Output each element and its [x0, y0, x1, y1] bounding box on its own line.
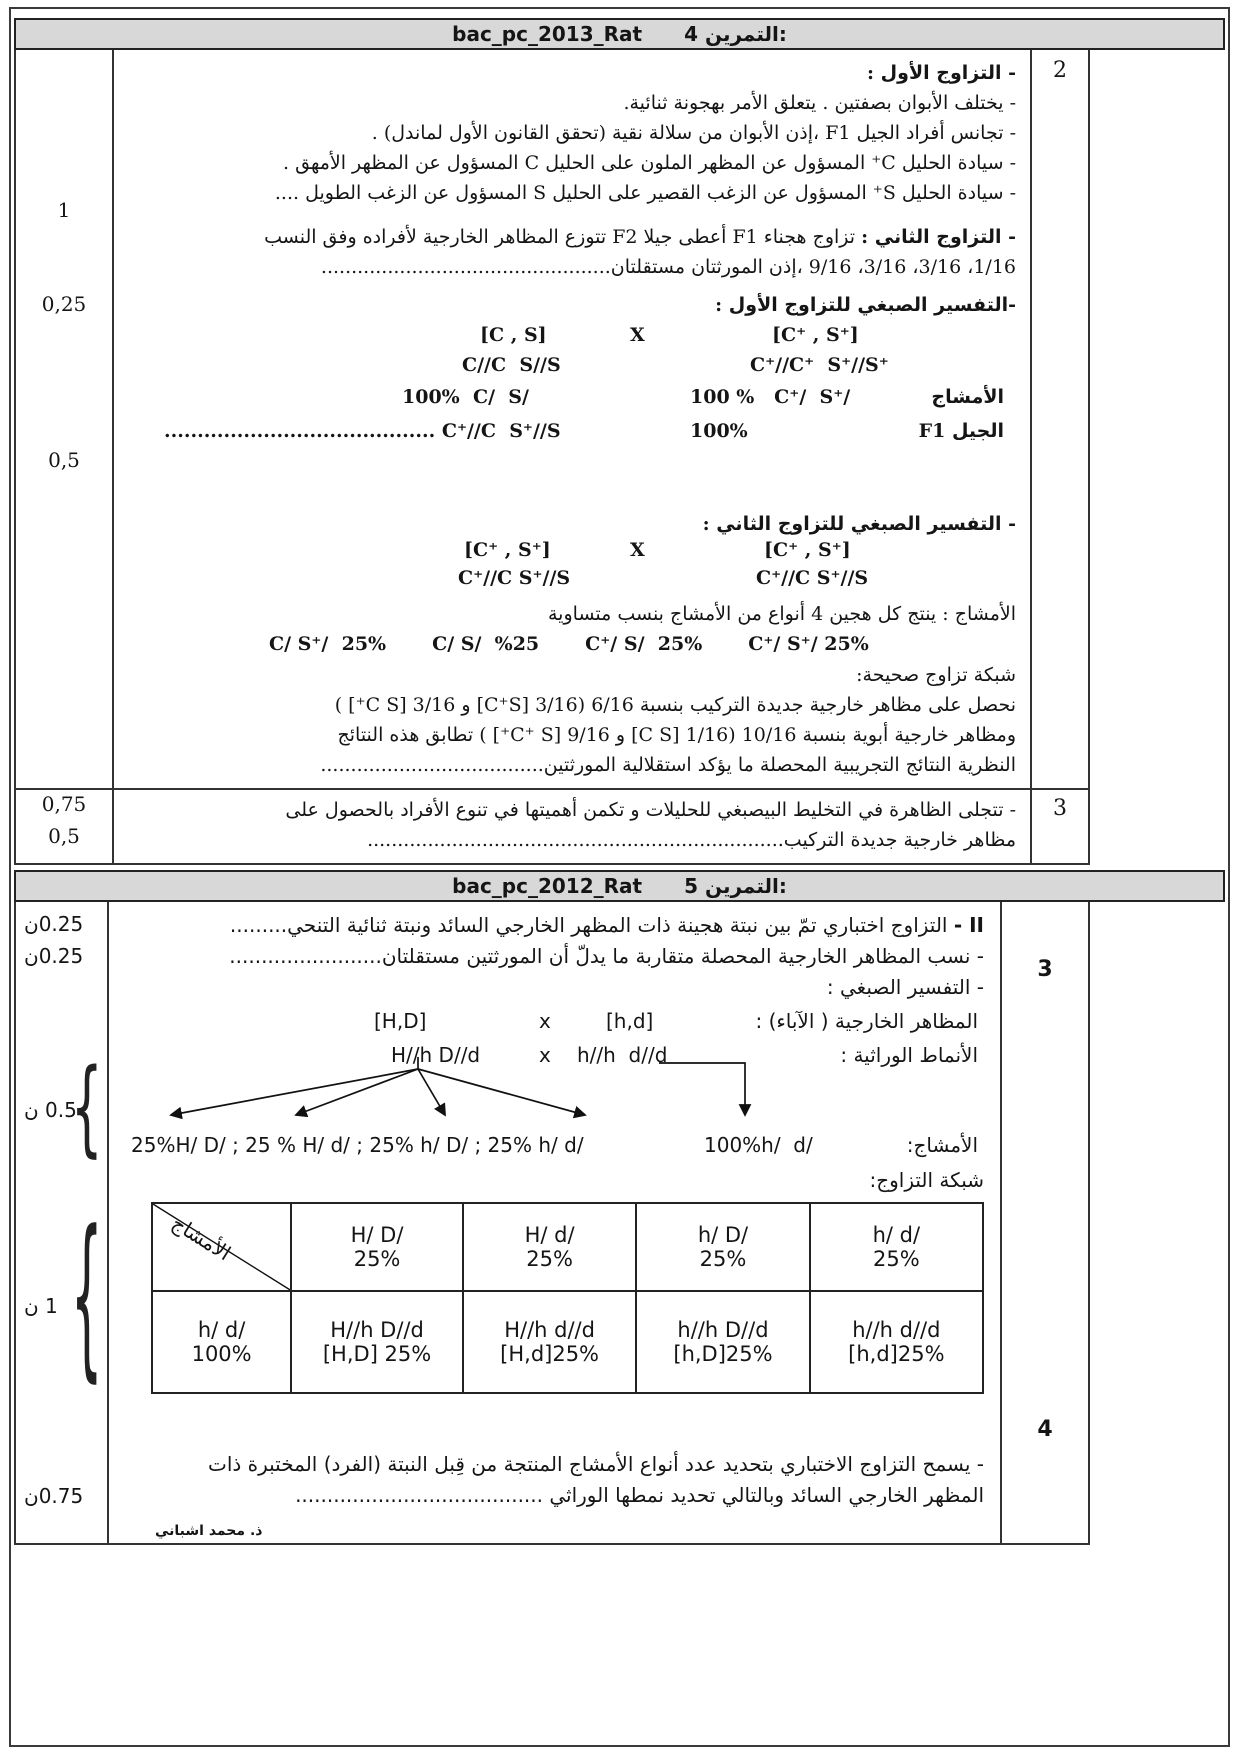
ex5-score-column [14, 902, 109, 1545]
parent-phenotype: [H,D] [374, 1009, 427, 1033]
gamete: H/ d/ [524, 1223, 575, 1247]
answer-line: - يختلف الأبوان بصفتين . يتعلق الأمر بهجونة ثنائية. [623, 92, 1016, 114]
gametes-values-row [124, 629, 1016, 660]
part-number: II - [953, 913, 984, 937]
score-value: 0,5 [48, 448, 80, 472]
result-line: نحصل على مظاهر خارجية جديدة التركيب بنسبة 6/16 (3/16 [C⁺S] و 3/16 [C S⁺] ) [334, 694, 1016, 716]
punnett-data-row [152, 1291, 983, 1393]
answer-line: 1/16، 3/16، 3/16، 9/16 ،إذن المورثتان مستقلتان................................................ [320, 256, 1016, 278]
offspring-genotype: h//h d//d [852, 1318, 941, 1342]
punnett-table-wrapper [119, 1196, 984, 1394]
parent-phenotype: [C⁺ , S⁺] [764, 539, 851, 561]
author-signature: ذ. محمد اشباني [155, 1523, 263, 1539]
score-value: 0.75ن [24, 1484, 84, 1508]
ex4-q2-content [114, 50, 1030, 788]
question-number: 3 [1037, 957, 1053, 982]
parent-phenotype: [h,d] [606, 1009, 654, 1033]
punnett-table [151, 1202, 984, 1394]
offspring-genotype: H//h D//d [330, 1318, 424, 1342]
punnett-cell [291, 1291, 463, 1393]
answer-line: - تجانس أفراد الجيل F1 ،إذن الأبوان من سلالة نقية (تحقق القانون الأول لماندل) . [371, 122, 1016, 144]
score-value: 0,5 [48, 824, 80, 848]
offspring-phenotype: [H,D] 25% [322, 1342, 432, 1366]
offspring-phenotype: [H,d]25% [500, 1342, 600, 1366]
gametes-value: 100 % C⁺/ S⁺/ [690, 386, 851, 408]
gametes-dominant-parent: 25%H/ D/ ; 25 % H/ d/ ; 25% h/ D/ ; 25% h/ d/ [131, 1133, 584, 1157]
offspring-phenotype: [h,D]25% [673, 1342, 773, 1366]
gamete-percent: 25% [526, 1247, 573, 1271]
gamete: H/ D/ [350, 1223, 404, 1247]
cross1-genetics-diagram [124, 324, 1016, 454]
punnett-header-row [152, 1203, 983, 1291]
question-number: 4 [1037, 1417, 1053, 1442]
answer-line: - سيادة الحليل S⁺ المسؤول عن الزغب القصير على الحليل S المسؤول عن الزغب الطويل .... [274, 182, 1016, 204]
second-cross-title: - التزاوج الثاني : [861, 226, 1016, 248]
gametes-row [119, 1131, 984, 1165]
result-line: النظرية النتائج التجريبية المحصلة ما يؤكد استقلالية المورثتين..................................... [320, 754, 1016, 776]
curly-brace-icon: { [70, 1197, 103, 1400]
parents-phenotypes-row [119, 1007, 984, 1041]
first-cross-title: - التزاوج الأول : [867, 62, 1016, 84]
score-value: 0.25ن [24, 944, 84, 968]
exercise4-title: التمرين 4: [684, 22, 787, 46]
score-value: 0,25 [41, 292, 87, 316]
exercise5-source-code: bac_pc_2012_Rat [452, 874, 643, 898]
f1-genotype-dotted: ......................................... C⁺//C S⁺//S [164, 420, 561, 442]
answer-line: - سيادة الحليل C⁺ المسؤول عن المظهر الملون على الحليل C المسؤول عن المظهر الأمهق . [283, 152, 1016, 174]
score-value: 0.25ن [24, 912, 84, 936]
punnett-col-header [636, 1203, 809, 1291]
parent-genotype: C⁺//C S⁺//S [756, 567, 869, 589]
score-value: 0,75 [41, 792, 87, 816]
question-number: 2 [1053, 58, 1067, 83]
answer-line: - تتجلى الظاهرة في التخليط البيصبغي للحليلات و تكمن أهميتها في تنوع الأفراد بالحصول على [285, 799, 1016, 821]
f1-generation-label: الجيل F1 [918, 420, 1004, 442]
question-number: 3 [1053, 796, 1067, 821]
ex5-content [109, 902, 1000, 1545]
gamete-value: C/ S/ %25 [432, 633, 540, 655]
punnett-row-header [152, 1291, 291, 1393]
parent-phenotype: [C⁺ , S⁺] [464, 539, 551, 561]
gametes-description-line: الأمشاج : ينتج كل هجين 4 أنواع من الأمشاج بنسب متساوية [548, 603, 1016, 625]
grid-correct-line: شبكة تزاوج صحيحة: [856, 664, 1016, 686]
gamete-value: C⁺/ S⁺/ 25% [748, 633, 869, 655]
gametes-corner-label: الأمشاج [167, 1210, 235, 1266]
document-sheet [14, 18, 1225, 1545]
second-cross-line [124, 222, 1016, 252]
punnett-cell [463, 1291, 636, 1393]
score-value: 0.5 ن [24, 1098, 77, 1122]
chromosomal-interpretation-title: - التفسير الصبغي : [826, 975, 984, 999]
exercise5-header-bar [14, 870, 1225, 902]
parent-genotype: C⁺//C⁺ S⁺//S⁺ [750, 354, 889, 376]
answer-line: - يسمح التزاوج الاختباري بتحديد عدد أنواع الأمشاج المنتجة من قِبل النبتة (الفرد) المختبرة ذات [207, 1452, 984, 1476]
chromosomal-interpretation1-title: -التفسير الصبغي للتزاوج الأول : [715, 294, 1016, 316]
offspring-genotype: H//h d//d [504, 1318, 595, 1342]
ex4-q3-score-cell [14, 788, 114, 865]
answer-line [119, 910, 984, 941]
punnett-cell [636, 1291, 809, 1393]
punnett-col-header [810, 1203, 983, 1291]
parents-label: المظاهر الخارجية ( الآباء) : [755, 1009, 978, 1033]
answer-line: تزاوج هجناء F1 أعطى جيلا F2 تتوزع المظاهر الخارجية لأفراده وفق النسب [264, 226, 856, 248]
gametes-label: الأمشاج [931, 386, 1004, 408]
cross-symbol: X [630, 324, 645, 346]
f1-percentage: 100% [690, 420, 748, 442]
exercise5-title: التمرين 5: [684, 874, 787, 898]
gamete-percent: 25% [873, 1247, 920, 1271]
parent-genotype: H//h D//d [391, 1043, 481, 1067]
answer-text: التزاوج اختباري تمّ بين نبتة هجينة ذات المظهر الخارجي السائد ونبتة ثنائية التنحي......... [229, 913, 948, 937]
answer-line: مظاهر خارجية جديدة التركيب..................................................................... [367, 829, 1016, 851]
cross-grid-title: شبكة التزاوج: [869, 1168, 984, 1192]
gametes-recessive-parent: 100%h/ d/ [704, 1133, 813, 1157]
offspring-phenotype: [h,d]25% [848, 1342, 945, 1366]
cross-symbol: x [539, 1043, 551, 1067]
genotypes-label: الأنماط الوراثية : [840, 1043, 978, 1067]
parent-genotype: C⁺//C S⁺//S [458, 567, 571, 589]
exercise4-source-code: bac_pc_2013_Rat [452, 22, 643, 46]
exercise4-header-bar [14, 18, 1225, 50]
gamete: h/ D/ [697, 1223, 749, 1247]
answer-line: المظهر الخارجي السائد وبالتالي تحديد نمطها الوراثي ....................................... [295, 1483, 984, 1507]
cross2-genetics-diagram [124, 539, 1016, 599]
exercise5-body-row [14, 902, 1090, 1545]
gamete-value: C/ S⁺/ 25% [269, 633, 387, 655]
punnett-cell [810, 1291, 983, 1393]
punnett-col-header [291, 1203, 463, 1291]
curly-brace-icon: { [70, 1049, 103, 1169]
ex4-q3-content [114, 788, 1030, 865]
score-value: 1 [57, 198, 71, 222]
ex4-score-column [14, 50, 114, 816]
ex5-question-number-column [1000, 902, 1090, 1545]
ex4-q3-number-cell [1030, 788, 1090, 865]
result-line: ومظاهر خارجية أبوية بنسبة 10/16 (1/16 [C S] و 9/16 [C⁺ S⁺] ) تطابق هذه النتائج [337, 724, 1016, 746]
parent-genotype: C//C S//S [462, 354, 561, 376]
gamete-percent: 100% [191, 1342, 252, 1366]
parent-phenotype: [C⁺ , S⁺] [772, 324, 859, 346]
parent-genotype: h//h d//d [577, 1043, 668, 1067]
parent-phenotype: [C , S] [480, 324, 547, 346]
answer-line: - نسب المظاهر الخارجية المحصلة متقاربة ما يدلّ أن المورثتين مستقلتان........................ [229, 944, 984, 968]
gamete-value: C⁺/ S/ 25% [585, 633, 703, 655]
cross-symbol: X [630, 539, 645, 561]
gamete: h/ d/ [872, 1223, 921, 1247]
gametes-value: 100% C/ S/ [402, 386, 529, 408]
cross-symbol: x [539, 1009, 551, 1033]
punnett-corner-cell [152, 1203, 291, 1291]
offspring-genotype: h//h D//d [677, 1318, 769, 1342]
chromosomal-interpretation2-title: - التفسير الصبغي للتزاوج الثاني : [702, 513, 1016, 535]
punnett-col-header [463, 1203, 636, 1291]
ex4-question-number-column [1030, 50, 1090, 788]
exercise4-question3-row [14, 788, 1090, 865]
score-value: 1 ن [24, 1294, 58, 1318]
gamete-percent: 25% [699, 1247, 747, 1271]
gametes-label: الأمشاج: [906, 1133, 978, 1157]
gamete: h/ d/ [197, 1318, 246, 1342]
gamete-percent: 25% [353, 1247, 401, 1271]
genotypes-row [119, 1041, 984, 1075]
